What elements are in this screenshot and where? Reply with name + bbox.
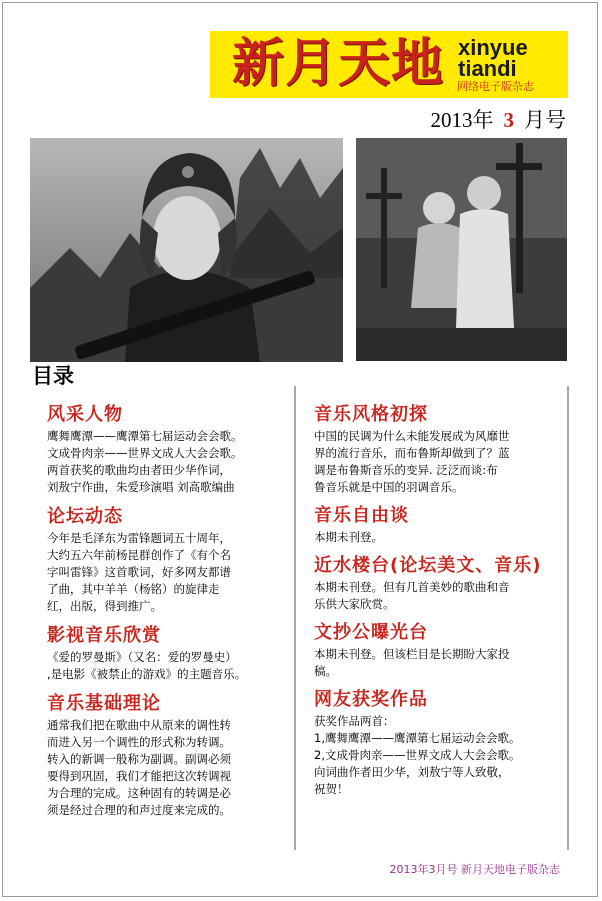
summary-line: 稿。 [314, 664, 337, 678]
summary-line: 鲁音乐就是中国的羽调音乐。 [314, 480, 464, 494]
summary-line: 获奖作品两首： [314, 714, 395, 728]
toc-section [314, 620, 564, 680]
toc-section [314, 687, 564, 798]
summary-line: 今年是毛泽东为雷锋题词五十周年， [47, 531, 231, 545]
toc-section [47, 402, 291, 496]
section-summary [314, 713, 564, 798]
issue-month: 3 [503, 108, 514, 132]
masthead [210, 31, 568, 98]
summary-line: 而进入另一个调性的形式称为转调。 [47, 735, 231, 749]
section-summary [314, 646, 564, 680]
toc-section [314, 503, 564, 546]
summary-line: 向词曲作者田少华，刘敖宁等人致敬， [314, 765, 510, 779]
toc-section [314, 402, 564, 496]
toc-section [47, 623, 291, 683]
summary-line: 《爱的罗曼斯》（又名：爱的罗曼史） [47, 650, 237, 664]
summary-line: 文成骨肉亲——世界文成人大会会歌。 [47, 446, 243, 460]
toc-right-column [314, 402, 564, 798]
latin-line-2: tiandi [458, 56, 517, 81]
section-summary [47, 530, 291, 615]
children-photo [356, 138, 567, 361]
section-title[interactable]: 音乐基础理论 [47, 693, 161, 714]
section-title[interactable]: 影视音乐欣赏 [47, 625, 161, 646]
summary-line: 了曲，其中羊羊（杨铭）的旋律走 [47, 582, 220, 596]
summary-line: 本期未刊登。但该栏目是长期盼大家投 [314, 647, 510, 661]
toc-title: 目录 [32, 364, 74, 388]
footer-credit: 2013年3月号 新月天地电子版杂志 [389, 863, 560, 876]
magazine-subtitle: 网络电子版杂志 [457, 80, 534, 93]
summary-line: 红，出版，得到推广。 [47, 599, 162, 613]
summary-line: 本期未刊登。但有几首美妙的歌曲和音 [314, 580, 510, 594]
section-summary [47, 717, 291, 819]
summary-line: 要得到巩固，我们才能把这次转调视 [47, 769, 231, 783]
section-summary [47, 428, 291, 496]
section-title[interactable]: 音乐风格初探 [314, 404, 428, 425]
section-summary [314, 579, 564, 613]
summary-line: 2,文成骨肉亲——世界文成人大会会歌。 [314, 748, 521, 762]
summary-line: 1,鹰舞鹰潭——鹰潭第七届运动会会歌。 [314, 731, 521, 745]
issue-year: 2013年 [430, 108, 494, 132]
toc-section [47, 504, 291, 615]
section-title[interactable]: 近水楼台(论坛美文、音乐) [314, 555, 542, 576]
summary-line: 本期未刊登。 [314, 530, 383, 544]
magazine-title: 新月天地 [232, 34, 445, 94]
section-title[interactable]: 论坛动态 [47, 506, 123, 527]
summary-line: ,是电影《被禁止的游戏》的主题音乐。 [47, 667, 247, 681]
section-summary [314, 529, 564, 546]
summary-line: 乐供大家欣赏。 [314, 597, 395, 611]
toc-left-column [47, 402, 291, 819]
toc-section [47, 691, 291, 819]
summary-line: 须是经过合理的和声过度来完成的。 [47, 803, 231, 817]
summary-line: 祝贺！ [314, 782, 349, 796]
issue-suffix: 月号 [524, 108, 566, 132]
summary-line: 两首获奖的歌曲均由者田少华作词， [47, 463, 231, 477]
summary-line: 字叫雷锋》这首歌词，好多网友都谱 [47, 565, 231, 579]
soldier-photo [30, 138, 343, 362]
summary-line: 调是布鲁斯音乐的变异. 泛泛而谈:布 [314, 463, 498, 477]
section-summary [47, 649, 291, 683]
section-title[interactable]: 风采人物 [47, 404, 123, 425]
summary-line: 转入的新调一般称为副调。副调必须 [47, 752, 231, 766]
summary-line: 界的流行音乐，而布鲁斯却做到了？蓝 [314, 446, 510, 460]
latin-line-1: xinyue [458, 35, 528, 60]
section-title[interactable]: 网友获奖作品 [314, 689, 428, 710]
toc-section [314, 553, 564, 613]
summary-line: 为合理的完成。这种固有的转调是必 [47, 786, 231, 800]
summary-line: 大约五六年前杨昆群创作了《有个名 [47, 548, 231, 562]
summary-line: 鹰舞鹰潭——鹰潭第七届运动会会歌。 [47, 429, 243, 443]
column-divider-right [567, 386, 569, 850]
summary-line: 中国的民调为什么未能发展成为风靡世 [314, 429, 510, 443]
summary-line: 通常我们把在歌曲中从原来的调性转 [47, 718, 231, 732]
section-title[interactable]: 文抄公曝光台 [314, 622, 428, 643]
summary-line: 刘敖宁作曲，朱爱珍演唱 刘高歌编曲 [47, 480, 235, 494]
column-divider-left [294, 386, 296, 850]
issue-date [0, 104, 566, 134]
section-summary [314, 428, 564, 496]
magazine-latin-name [458, 37, 528, 79]
section-title[interactable]: 音乐自由谈 [314, 505, 409, 526]
